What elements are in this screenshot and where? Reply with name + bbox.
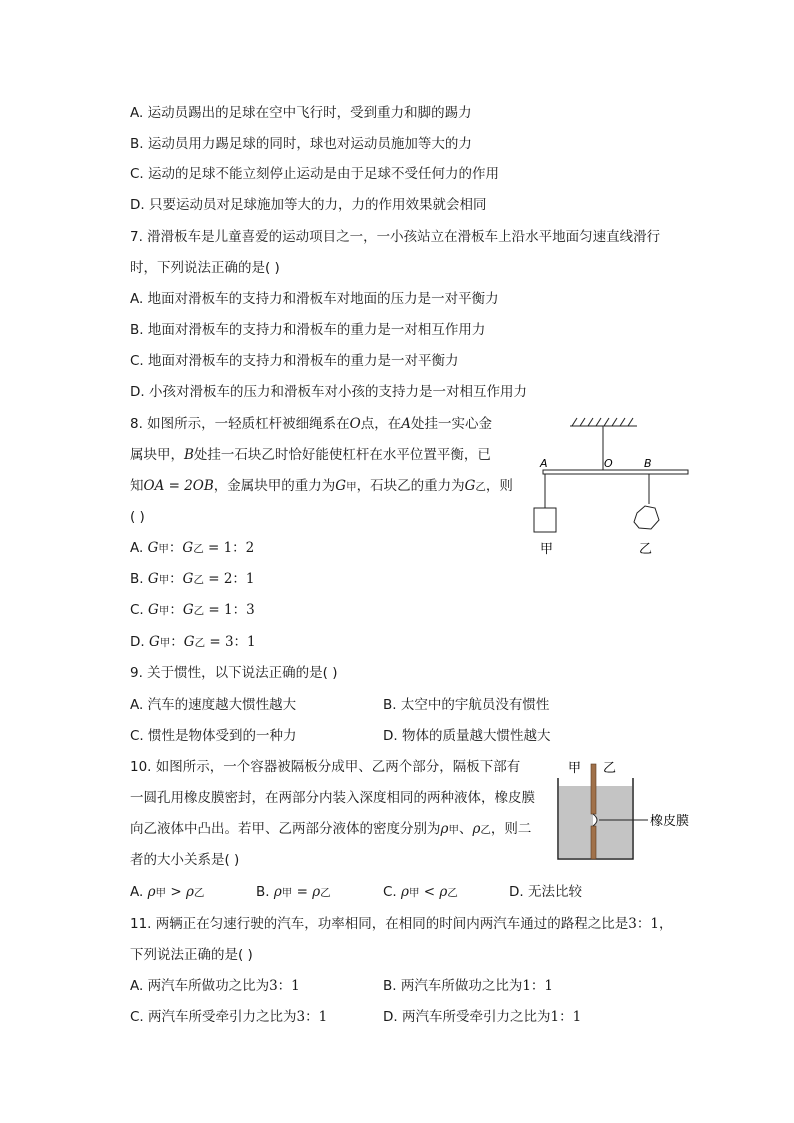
ceiling-hatch xyxy=(570,418,637,426)
partition-upper xyxy=(591,764,596,814)
q8-equation: OA = 2OB xyxy=(143,478,214,494)
q8-stem-line2: 属块甲，B处挂一石块乙时恰好能使杠杆在水平位置平衡，已 xyxy=(130,447,491,463)
q10-stem-line1: 10. 如图所示，一个容器被隔板分成甲、乙两个部分，隔板下部有 xyxy=(130,759,521,775)
lever-figure xyxy=(525,412,700,562)
q8-option-b: B. G甲：G乙 = 2：1 xyxy=(130,571,255,587)
q9-option-a: A. 汽车的速度越大惯性越大 xyxy=(130,697,297,713)
q11-stem-line1: 11. 两辆正在匀速行驶的汽车，功率相同，在相同的时间内两汽车通过的路程之比是3：1， xyxy=(130,916,673,932)
q7-stem-line2: 时，下列说法正确的是( ) xyxy=(130,260,280,276)
q9-option-b: B. 太空中的宇航员没有惯性 xyxy=(383,697,550,713)
q8-stem-line1: 8. 如图所示，一轻质杠杆被细绳系在O点，在A处挂一实心金 xyxy=(130,416,492,432)
metal-block-jia xyxy=(534,508,556,532)
q6-option-b: B. 运动员用力踢足球的同时，球也对运动员施加等大的力 xyxy=(130,136,472,152)
q8-stem-line4: ( ) xyxy=(130,509,145,525)
membrane-label: 橡皮膜 xyxy=(650,814,690,829)
q11-option-c: C. 两汽车所受牵引力之比为3：1 xyxy=(130,1009,328,1025)
q11-stem-line2: 下列说法正确的是( ) xyxy=(130,947,253,963)
label-yi: 乙 xyxy=(639,542,653,557)
q10-option-d: D. 无法比较 xyxy=(509,884,582,900)
q7-option-a: A. 地面对滑板车的支持力和滑板车对地面的压力是一对平衡力 xyxy=(130,291,499,307)
q10-option-a: A. ρ甲 > ρ乙 xyxy=(130,884,205,900)
q6-option-a: A. 运动员踢出的足球在空中飞行时，受到重力和脚的踢力 xyxy=(130,105,472,121)
container-figure xyxy=(555,756,725,864)
q11-option-b: B. 两汽车所做功之比为1：1 xyxy=(383,978,554,994)
q10-stem-line3: 向乙液体中凸出。若甲、乙两部分液体的密度分别为ρ甲、ρ乙，则二 xyxy=(130,821,532,837)
point-o-label: O xyxy=(604,457,613,470)
q11-option-d: D. 两汽车所受牵引力之比为1：1 xyxy=(383,1009,582,1025)
q7-option-d: D. 小孩对滑板车的压力和滑板车对小孩的支持力是一对相互作用力 xyxy=(130,384,527,400)
q9-option-d: D. 物体的质量越大惯性越大 xyxy=(383,728,551,744)
q8-option-d: D. G甲：G乙 = 3：1 xyxy=(130,634,256,650)
q10-stem-line4: 者的大小关系是( ) xyxy=(130,852,240,868)
q8-stem-line3: 知OA = 2OB，金属块甲的重力为G甲，石块乙的重力为G乙，则 xyxy=(130,478,513,494)
point-a-label: A xyxy=(540,457,548,470)
q10-stem-line2: 一圆孔用橡皮膜密封，在两部分内装入深度相同的两种液体，橡皮膜 xyxy=(130,790,535,806)
q7-stem-line1: 7. 滑滑板车是儿童喜爱的运动项目之一，一小孩站立在滑板车上沿水平地面匀速直线滑行 xyxy=(130,229,661,245)
point-b-label: B xyxy=(644,457,652,470)
label-jia: 甲 xyxy=(568,761,582,776)
lever-bar xyxy=(543,470,688,474)
q8-option-c: C. G甲：G乙 = 1：3 xyxy=(130,602,255,618)
q8-option-a: A. G甲：G乙 = 1：2 xyxy=(130,540,255,556)
q9-option-c: C. 惯性是物体受到的一种力 xyxy=(130,728,297,744)
q6-option-c: C. 运动的足球不能立刻停止运动是由于足球不受任何力的作用 xyxy=(130,166,500,182)
q7-option-c: C. 地面对滑板车的支持力和滑板车的重力是一对平衡力 xyxy=(130,353,459,369)
stone-yi xyxy=(634,506,659,529)
label-jia: 甲 xyxy=(540,542,554,557)
partition-lower xyxy=(591,826,596,859)
q9-stem: 9. 关于惯性，以下说法正确的是( ) xyxy=(130,665,338,681)
label-yi: 乙 xyxy=(603,761,617,776)
q10-option-b: B. ρ甲 = ρ乙 xyxy=(256,884,331,900)
q10-option-c: C. ρ甲 < ρ乙 xyxy=(383,884,458,900)
q7-option-b: B. 地面对滑板车的支持力和滑板车的重力是一对相互作用力 xyxy=(130,322,486,338)
q11-option-a: A. 两汽车所做功之比为3：1 xyxy=(130,978,300,994)
q6-option-d: D. 只要运动员对足球施加等大的力，力的作用效果就会相同 xyxy=(130,197,487,213)
